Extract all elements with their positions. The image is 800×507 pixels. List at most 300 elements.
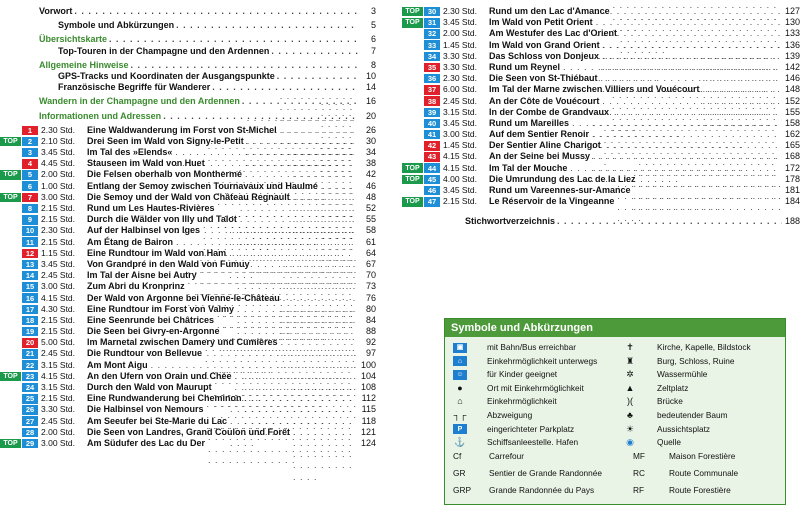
legend-item (453, 341, 576, 354)
tour-number: 15 (22, 282, 38, 292)
tour-duration: 3.00 Std. (41, 191, 76, 202)
tour-title: An der Côte de Vouécourt (489, 95, 600, 106)
tour-duration: 2.45 Std. (41, 415, 76, 426)
tour-duration: 5.00 Std. (41, 337, 76, 348)
tour-title: Im Tal der Aisne bei Autry (87, 270, 197, 281)
abbreviation-item (453, 450, 524, 463)
tour-title: Eine Rundwanderung bei Cheminon (87, 393, 242, 404)
tour-title: Rund um Vareennes-sur-Amance (489, 185, 631, 195)
index-entry[interactable] (402, 216, 800, 227)
tour-number: 38 (424, 96, 440, 106)
top-badge: TOP (402, 7, 423, 17)
tour-number: 6 (22, 181, 38, 191)
tour-title: Durch die Wälder von Illy und Talot (87, 214, 237, 225)
page-number: 88 (365, 326, 376, 337)
tour-number: 14 (22, 271, 38, 281)
tour-duration: 2.15 Std. (41, 203, 76, 213)
tour-duration: 4.45 Std. (41, 158, 76, 169)
tour-number: 8 (22, 204, 38, 214)
legend-label: mit Bahn/Bus erreichbar (487, 342, 577, 352)
tour-duration: 2.10 Std. (41, 135, 76, 146)
tour-duration: 2.15 Std. (41, 236, 76, 247)
legend-label: Abzweigung (487, 410, 533, 420)
tour-number: 1 (22, 126, 38, 136)
tour-duration: 4.15 Std. (443, 151, 478, 162)
tour-title: Rund um Reynel (489, 61, 561, 72)
tour-title: Die Halbinsel von Nemours (87, 404, 204, 415)
tour-title: Die Rundtour von Bellevue (87, 348, 203, 359)
tour-number: 31 (424, 18, 440, 28)
toc-section[interactable] (0, 60, 376, 71)
symbols-legend-box (444, 318, 786, 505)
page-number: 14 (365, 82, 376, 93)
leader-dots (271, 46, 358, 57)
tour-title: Der Sentier Aline Charigot (489, 140, 601, 151)
toc-subsection[interactable] (0, 20, 376, 31)
leader-dots (74, 6, 358, 17)
tour-title: An der Seine bei Mussy (489, 151, 591, 162)
abbreviation-code: Cf (453, 451, 462, 461)
tour-duration: 4.15 Std. (443, 162, 478, 173)
tour-number: 46 (424, 186, 440, 196)
tour-title: Eine Rundtour im Forst von Valmy (87, 303, 235, 314)
tour-number: 20 (22, 338, 38, 348)
bus-icon: ▣ (453, 343, 467, 353)
tour-title: Die Felsen oberhalb von Monthermé (87, 169, 243, 180)
tour-number: 33 (424, 40, 440, 50)
legend-item (453, 382, 584, 395)
legend-label: Ort mit Einkehrmöglichkeit (487, 382, 584, 393)
legend-item (623, 382, 688, 395)
tour-number: 47 (424, 197, 440, 207)
camping-icon: ▲ (625, 382, 635, 393)
tour-duration: 2.30 Std. (443, 73, 478, 84)
tour-title: Eine Seenrunde bei Châtrices (87, 314, 215, 325)
top-badge: TOP (0, 170, 21, 180)
tour-number: 27 (22, 416, 38, 426)
castle-icon: ♜ (625, 355, 635, 366)
tour-number: 42 (424, 141, 440, 151)
legend-item (453, 423, 574, 436)
toc-section[interactable] (0, 111, 376, 122)
tour-duration: 2.30 Std. (443, 6, 478, 16)
church-icon: ✝ (626, 342, 634, 352)
tour-number: 25 (22, 394, 38, 404)
page-number: 127 (784, 6, 800, 16)
legend-item (453, 409, 532, 422)
abbreviation-label: Route Forestière (669, 485, 731, 495)
abbreviation-code: GR (453, 468, 466, 478)
tour-title: Die Semoy und der Wald von Château Regnault (87, 191, 290, 202)
page-number: 10 (365, 70, 376, 81)
page-number: 8 (370, 59, 376, 70)
abbreviation-item (633, 484, 731, 497)
tour-number: 40 (424, 119, 440, 129)
tour-number: 2 (22, 137, 38, 147)
tour-title: Eine Rundtour im Wald von Ham (87, 247, 227, 258)
tour-title: Im Wald von Grand Orient (489, 39, 600, 50)
tour-duration: 4.15 Std. (41, 370, 76, 381)
junction-icon: ┐┌ (453, 410, 467, 420)
tour-title: Le Réservoir de la Vingeanne (489, 196, 615, 207)
tour-duration: 4.30 Std. (41, 303, 76, 314)
tour-title: Zum Abri du Kronprinz (87, 281, 185, 292)
leader-dots (208, 421, 358, 466)
tour-duration: 2.45 Std. (41, 270, 76, 281)
toc-left-column (0, 6, 376, 449)
tree-icon: ♣ (627, 410, 633, 420)
tour-title: Von Grandpré in den Wald von Fumuy (87, 258, 250, 269)
legend-item (623, 436, 681, 449)
legend-item (623, 368, 707, 381)
page-number: 146 (784, 73, 800, 84)
legend-label: Zeltplatz (657, 382, 689, 393)
page-number: 52 (365, 203, 376, 213)
legend-label: bedeutender Baum (657, 410, 728, 420)
tour-number: 23 (22, 372, 38, 382)
entry-label: Allgemeine Hinweise (39, 59, 129, 70)
abbreviation-code: RC (633, 468, 645, 478)
page-number: 136 (784, 39, 800, 50)
tour-duration: 3.45 Std. (443, 117, 478, 128)
tour-title: Am Étang de Bairon (87, 236, 174, 247)
legend-item (623, 341, 751, 354)
page-number: 67 (365, 258, 376, 269)
page-number: 61 (365, 236, 376, 247)
tour-duration: 3.15 Std. (443, 106, 478, 117)
tour-number: 34 (424, 52, 440, 62)
abbreviation-code: GRP (453, 485, 471, 495)
abbreviation-item (633, 450, 735, 463)
tour-duration: 3.30 Std. (443, 50, 478, 61)
page-number: 112 (361, 393, 376, 404)
page-number: 155 (784, 106, 800, 117)
page-number: 73 (365, 281, 376, 292)
parking-icon: P (453, 424, 467, 434)
tour-entry[interactable] (0, 438, 376, 449)
page-number: 20 (365, 110, 376, 121)
tour-title: Entlang der Semoy zwischen Tournavaux und Haulmé (87, 180, 318, 191)
tour-title: Die Seen bei Givry-en-Argonne (87, 326, 220, 337)
tour-title: Die Seen von Landres, Grand Coulon und Forêt (87, 426, 291, 437)
page-number: 70 (365, 270, 376, 281)
page-number: 108 (360, 382, 376, 392)
leader-dots (131, 60, 358, 71)
legend-item (453, 395, 557, 408)
tour-number: 3 (22, 148, 38, 158)
viewpoint-icon: ☀ (625, 423, 635, 434)
tour-title: Stauseen im Wald von Huet (87, 158, 205, 169)
abbreviation-label: Route Communale (669, 468, 739, 478)
symbols-legend-title: Symbole und Abkürzungen (445, 319, 785, 337)
abbreviation-label: Maison Forestière (669, 451, 736, 461)
page-number: 26 (365, 124, 376, 135)
legend-item (453, 436, 578, 449)
legend-label: Einkehrmöglichkeit (487, 396, 557, 407)
leader-dots (176, 20, 358, 31)
tour-number: 39 (424, 108, 440, 118)
tour-duration: 3.00 Std. (41, 281, 76, 292)
page-number: 152 (784, 95, 800, 106)
tour-title: Der Wald von Argonne bei Vienne-le-Château (87, 292, 280, 303)
legend-label: Schiffsanleestelle. Hafen (487, 437, 579, 448)
entry-label: Übersichtskarte (39, 34, 108, 45)
tour-number: 43 (424, 152, 440, 162)
tour-duration: 3.30 Std. (443, 61, 478, 72)
tour-duration: 4.15 Std. (41, 292, 76, 303)
abbreviation-code: MF (633, 451, 645, 461)
page-number: 162 (784, 129, 800, 140)
tour-number: 24 (22, 383, 38, 393)
top-badge: TOP (402, 175, 423, 185)
entry-label: GPS-Tracks und Koordinaten der Ausgangspunkte (58, 70, 275, 81)
toc-subsection[interactable] (0, 71, 376, 82)
tour-title: Im Wald von Petit Orient (489, 17, 593, 28)
tour-number: 17 (22, 305, 38, 315)
legend-item (623, 423, 710, 436)
tour-duration: 3.15 Std. (41, 382, 76, 392)
tour-duration: 2.45 Std. (41, 348, 76, 359)
page-number: 181 (784, 185, 800, 195)
tour-title: Durch den Wald von Maurupt (87, 382, 212, 392)
inn-icon: ⌂ (457, 396, 463, 407)
tour-duration: 3.00 Std. (41, 437, 76, 448)
leader-dots (277, 71, 358, 82)
toc-section[interactable] (0, 34, 376, 45)
tour-number: 10 (22, 226, 38, 236)
page-number: 34 (365, 147, 376, 158)
top-badge: TOP (0, 193, 21, 203)
toc-subsection[interactable] (0, 46, 376, 57)
page-number: 139 (784, 50, 800, 61)
abbreviation-item (453, 467, 602, 480)
leader-dots (163, 111, 358, 122)
tour-title: Das Schloss von Donjeux (489, 50, 600, 61)
tour-duration: 2.15 Std. (41, 314, 76, 325)
tour-number: 28 (22, 428, 38, 438)
tour-entry[interactable] (402, 196, 800, 207)
page-number: 3 (370, 6, 376, 16)
tour-duration: 4.00 Std. (443, 173, 478, 184)
tour-duration: 3.45 Std. (41, 147, 76, 158)
restaurant-icon: ⌂ (453, 356, 467, 366)
tour-title: An den Ufern von Orain und Chée (87, 370, 232, 381)
page-number: 46 (365, 180, 376, 191)
tour-title: Rund um Les Hautes-Rivières (87, 203, 215, 213)
page-number: 118 (361, 415, 376, 426)
tour-number: 16 (22, 293, 38, 303)
page-number: 115 (361, 404, 376, 415)
tour-duration: 1.45 Std. (443, 39, 478, 50)
tour-title: Im Tal der Mouche (489, 162, 568, 173)
page-number: 104 (360, 370, 376, 381)
entry-label: Symbole und Abkürzungen (58, 20, 175, 31)
tour-duration: 2.00 Std. (41, 426, 76, 437)
entry-label: Stichwortverzeichnis (465, 216, 556, 227)
top-badge: TOP (402, 18, 423, 28)
tour-number: 26 (22, 405, 38, 415)
tour-duration: 1.15 Std. (41, 247, 76, 258)
page-number: 84 (365, 314, 376, 325)
tour-number: 4 (22, 159, 38, 169)
page-number: 121 (360, 426, 376, 437)
abbreviation-label: Carrefour (489, 451, 525, 461)
tour-number: 36 (424, 74, 440, 84)
entry-label: Top-Touren in der Champagne und den Ardennen (58, 45, 270, 56)
abbreviation-label: Sentier de Grande Randonnée (489, 468, 603, 478)
page-number: 100 (360, 359, 376, 370)
watermill-icon: ✲ (626, 369, 634, 380)
legend-label: Kirche, Kapelle, Bildstock (657, 342, 751, 352)
legend-item (453, 355, 597, 368)
tour-duration: 3.45 Std. (443, 185, 478, 195)
page-number: 58 (365, 225, 376, 236)
tour-number: 35 (424, 63, 440, 73)
legend-label: eingerichteter Parkplatz (487, 423, 575, 434)
tour-number: 18 (22, 316, 38, 326)
bridge-icon: )( (627, 396, 633, 407)
tour-title: Die Seen von St-Thiébaut (489, 73, 598, 84)
tour-title: Im Tal des »Elends« (87, 147, 173, 158)
tour-duration: 3.45 Std. (41, 258, 76, 269)
legend-label: Aussichtsplatz (657, 423, 711, 434)
tour-number: 12 (22, 249, 38, 259)
page-number: 178 (784, 173, 800, 184)
toc-section[interactable] (0, 96, 376, 107)
legend-label: Burg, Schloss, Ruine (657, 355, 735, 366)
page-number: 76 (365, 292, 376, 303)
tour-number: 41 (424, 130, 440, 140)
legend-label: Brücke (657, 396, 683, 407)
page-number: 172 (784, 162, 800, 173)
tour-duration: 2.30 Std. (41, 124, 76, 135)
tour-duration: 2.15 Std. (443, 196, 478, 207)
toc-subsection[interactable] (0, 82, 376, 93)
tour-title: Im Marnetal zwischen Damery und Cumières (87, 337, 278, 348)
legend-label: für Kinder geeignet (487, 369, 558, 380)
page-number: 124 (360, 437, 376, 448)
abbreviation-item (633, 467, 738, 480)
tour-duration: 6.00 Std. (443, 84, 478, 95)
leader-dots (242, 96, 358, 107)
page-number: 130 (784, 17, 800, 28)
tour-title: Die Umrundung des Lac de la Liez (489, 173, 636, 184)
tour-number: 9 (22, 215, 38, 225)
top-badge: TOP (0, 372, 21, 382)
tour-duration: 3.45 Std. (443, 17, 478, 28)
page-number: 92 (365, 337, 376, 348)
tour-number: 45 (424, 175, 440, 185)
page-number: 42 (365, 169, 376, 180)
tour-duration: 3.30 Std. (41, 404, 76, 415)
spring-icon: ◉ (626, 437, 634, 448)
page-number: 6 (370, 34, 376, 45)
top-badge: TOP (0, 137, 21, 147)
legend-item (453, 368, 557, 381)
toc-section[interactable] (0, 6, 376, 17)
tour-duration: 2.00 Std. (443, 28, 478, 39)
page-number: 5 (370, 20, 376, 31)
tour-duration: 2.15 Std. (41, 393, 76, 404)
tour-title: Drei Seen im Wald von Signy-le-Petit (87, 135, 244, 146)
tour-number: 11 (22, 237, 38, 247)
page-number: 80 (365, 303, 376, 314)
entry-label: Informationen und Adressen (39, 110, 162, 121)
page-number: 165 (784, 140, 800, 151)
tour-title: Auf dem Sentier Renoir (489, 129, 590, 140)
leader-dots (212, 82, 358, 93)
tour-duration: 3.15 Std. (41, 359, 76, 370)
leader-dots (109, 34, 358, 45)
tour-title: Rund um Mareilles (489, 117, 570, 128)
tour-title: Rund um den Lac d'Amance (489, 6, 610, 16)
legend-label: Einkehrmöglichkeit unterwegs (487, 355, 598, 366)
tour-title: Am Seeufer bei Ste-Marie du Lac (87, 415, 228, 426)
page-number: 30 (365, 135, 376, 146)
entry-label: Vorwort (39, 6, 73, 16)
tour-number: 5 (22, 170, 38, 180)
children-icon: ☺ (453, 370, 467, 380)
tour-duration: 1.45 Std. (443, 140, 478, 151)
page-number: 188 (784, 216, 800, 227)
tour-title: Am Mont Aigu (87, 359, 148, 370)
tour-number: 21 (22, 349, 38, 359)
tour-number: 29 (22, 439, 38, 449)
page-number: 48 (365, 191, 376, 202)
page-number: 55 (365, 214, 376, 225)
tour-title: Am Westufer des Lac d'Orient (489, 28, 618, 39)
tour-title: Eine Waldwanderung im Forst von St-Michel (87, 124, 277, 135)
toc-right-column (402, 6, 800, 228)
legend-item (623, 355, 734, 368)
page-number: 16 (365, 96, 376, 107)
page-number: 97 (365, 348, 376, 359)
tour-number: 30 (424, 7, 440, 17)
tour-duration: 2.00 Std. (41, 169, 76, 180)
page-number: 7 (370, 45, 376, 56)
page-number: 64 (365, 247, 376, 258)
abbreviation-item (453, 484, 594, 497)
boat-icon: ⚓ (454, 437, 466, 448)
tour-duration: 2.45 Std. (443, 95, 478, 106)
top-badge: TOP (402, 163, 423, 173)
entry-label: Französische Begriffe für Wanderer (58, 82, 211, 93)
tour-number: 37 (424, 85, 440, 95)
page-number: 133 (784, 28, 800, 39)
tour-title: Am Südufer des Lac du Der (87, 437, 206, 448)
tour-duration: 2.15 Std. (41, 214, 76, 225)
page-number: 148 (784, 84, 800, 95)
tour-number: 19 (22, 327, 38, 337)
top-badge: TOP (402, 197, 423, 207)
page-number: 158 (784, 117, 800, 128)
leader-dots (557, 216, 782, 227)
legend-item (623, 409, 728, 422)
tour-title: Auf der Halbinsel von Iges (87, 225, 201, 236)
top-badge: TOP (0, 439, 21, 449)
page-number: 184 (784, 196, 800, 207)
legend-label: Quelle (657, 437, 681, 448)
town-icon: ● (457, 382, 463, 393)
tour-duration: 1.00 Std. (41, 180, 76, 191)
page-number: 38 (365, 158, 376, 169)
page-number: 168 (784, 151, 800, 162)
tour-duration: 2.15 Std. (41, 326, 76, 337)
abbreviation-code: RF (633, 485, 645, 495)
tour-number: 32 (424, 29, 440, 39)
tour-duration: 2.30 Std. (41, 225, 76, 236)
page-number: 142 (784, 61, 800, 72)
